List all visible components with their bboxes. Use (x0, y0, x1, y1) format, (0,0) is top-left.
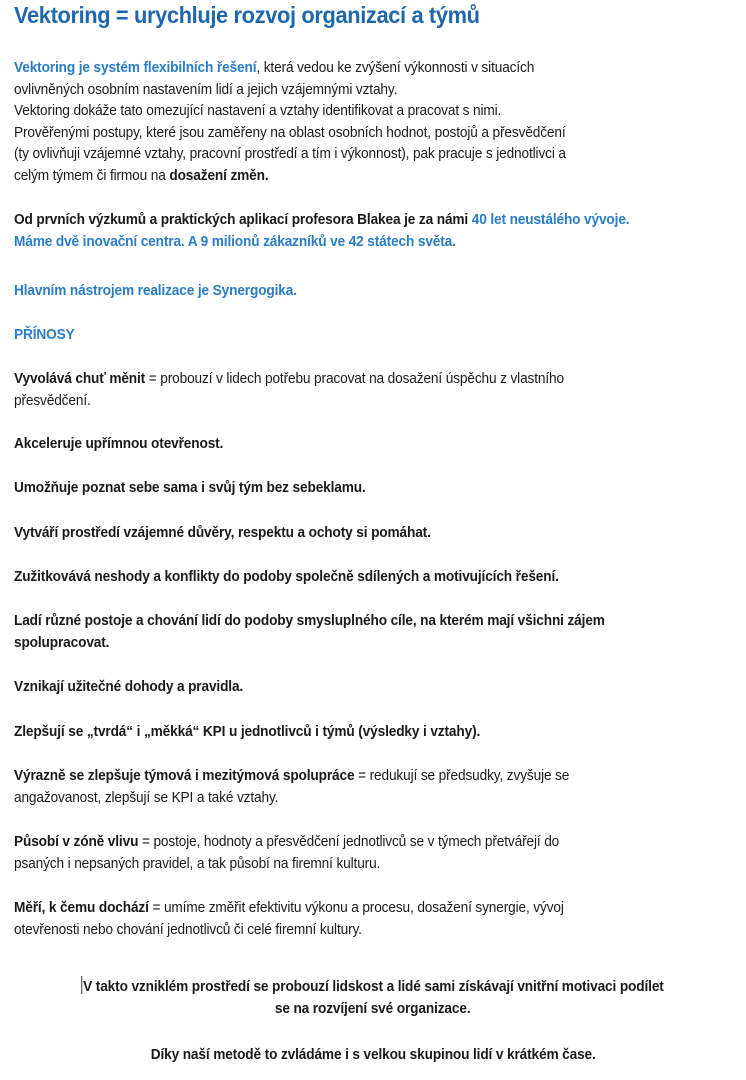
benefit-text-line-2: přesvědčení. (14, 391, 91, 409)
intro-line-6 (14, 165, 716, 187)
benefit-text-line-2: otevřenosti nebo chování jednotlivců či celé firemní kultury. (14, 920, 362, 938)
intro-emphasis: dosažení změn. (169, 166, 269, 184)
benefit-item (14, 831, 716, 874)
benefit-item (14, 610, 716, 653)
closing-line-1: V takto vzniklém prostředí se probouzí lidskost a lidé sami získávají vnitřní motivaci podílet (83, 978, 665, 995)
intro-line-2: ovlivněných osobním nastavením lidí a jejich vzájemnými vztahy. (14, 80, 398, 98)
benefit-text: = postoje, hodnoty a přesvědčení jednotlivců se v týmech přetvářejí do (138, 833, 560, 850)
intro-highlight: Vektoring je systém flexibilních řešení (14, 59, 257, 76)
intro-line-3: Vektoring dokáže tato omezující nastavení a vztahy identifikovat a pracovat s nimi. (14, 102, 502, 119)
benefit-item: Umožňuje poznat sebe sama i svůj tým bez sebeklamu. (14, 479, 366, 496)
closing-statement (0, 1044, 746, 1066)
intro-line-1-text: , která vedou ke zvýšení výkonnosti v situacích (256, 59, 535, 76)
closing-line-3: Díky naší metodě to zvládáme i s velkou skupinou lidí v krátkém čase. (150, 1046, 596, 1063)
benefit-title-line-2: spolupracovat. (14, 633, 110, 651)
intro-paragraph (14, 57, 716, 186)
benefit-item: Vznikají užitečné dohody a pravidla. (14, 678, 244, 695)
benefit-item: Vytváří prostředí vzájemné důvěry, respektu a ochoty si pomáhat. (14, 524, 431, 541)
history-text: Od prvních výzkumů a praktických aplikací profesora Blakea je za námi (14, 211, 472, 228)
benefit-item: Akceleruje upřímnou otevřenost. (14, 435, 224, 452)
benefit-title: Výrazně se zlepšuje týmová i mezitýmová spolupráce (14, 767, 355, 784)
intro-line-4: Prověřenými postupy, které jsou zaměřeny na oblast osobních hodnot, postojů a přesvědčení (14, 123, 566, 141)
closing-line-2: se na rozvíjení své organizace. (275, 999, 471, 1017)
history-paragraph (14, 209, 716, 252)
benefit-text-line-2: psaných i nepsaných pravidel, a tak působí na firemní kulturu. (14, 854, 381, 872)
benefits-heading: PŘÍNOSY (14, 326, 75, 343)
benefit-item (14, 765, 716, 808)
benefit-title: Působí v zóně vlivu (14, 833, 139, 850)
benefit-text-line-2: angažovanost, zlepšují se KPI a také vztahy. (14, 788, 279, 806)
benefit-text: = probouzí v lidech potřebu pracovat na dosažení úspěchu z vlastního (145, 370, 564, 387)
history-line-2: Máme dvě inovační centra. A 9 milionů zákazníků ve 42 státech světa. (14, 232, 456, 250)
benefit-item: Zlepšují se „tvrdá“ i „měkká“ KPI u jednotlivců i týmů (výsledky i vztahy). (14, 723, 481, 740)
intro-line-1 (14, 57, 716, 79)
page-title: Vektoring = urychluje rozvoj organizací a týmů (14, 2, 480, 28)
benefit-text: = umíme změřit efektivitu výkonu a procesu, dosažení synergie, vývoj (148, 899, 564, 916)
benefit-item (14, 368, 716, 411)
benefit-item (14, 897, 716, 940)
benefit-title: Měří, k čemu dochází (14, 899, 149, 916)
benefit-title: Vyvolává chuť měnit (14, 370, 146, 387)
history-line-1 (14, 209, 716, 231)
benefit-title: Ladí různé postoje a chování lidí do podoby smysluplného cíle, na kterém mají všichni zájem (14, 612, 605, 629)
intro-line-6-text: celým týmem či firmou na (14, 166, 170, 184)
history-highlight: 40 let neustálého vývoje. (471, 211, 630, 228)
intro-line-5: (ty ovlivňuji vzájemné vztahy, pracovní prostředí a tím i výkonnost), pak pracuje s jednotlivci a (14, 145, 566, 162)
benefit-text: = redukují se předsudky, zvyšuje se (354, 767, 570, 784)
benefit-item: Zužitkovává neshody a konflikty do podoby společně sdílených a motivujících řešení. (14, 568, 559, 585)
closing-paragraph (0, 976, 746, 1019)
tool-line: Hlavním nástrojem realizace je Synergogika. (14, 282, 297, 299)
